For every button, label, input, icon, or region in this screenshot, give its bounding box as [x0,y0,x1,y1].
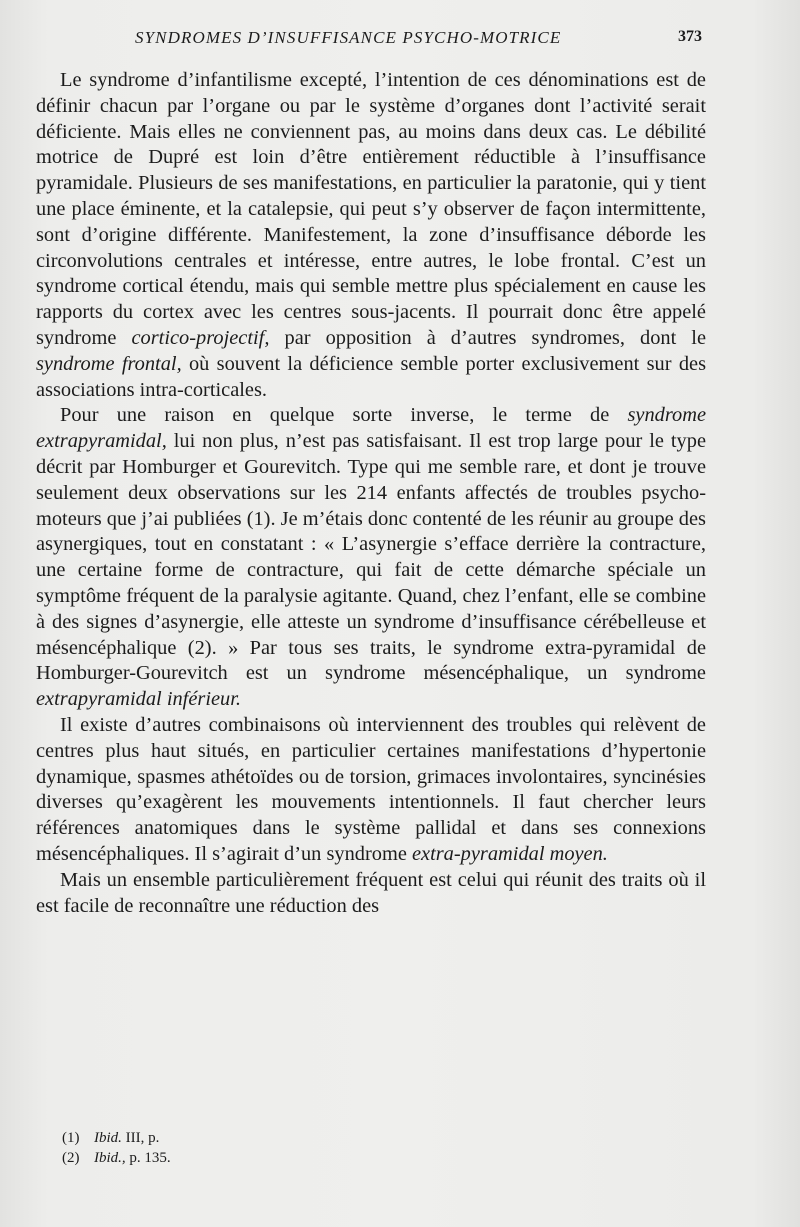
italic-text: syndrome frontal, [36,352,182,375]
text-segment: Le syndrome d’infantilisme excepté, l’intention de ces dénominations est de définir chacun par l’organe ou par le système d’organes dont l’activité serait déficiente. Mais elles ne conviennent pas, au moins dans deux cas. Le débilité motrice de Dupré est loin d’être entièrement réductible à l’insuffisance pyramidale. Plusieurs de ses manifestations, en particulier la paratonie, qui y tient une place éminente, et la catalepsie, qui peut s’y observer de façon intermittente, sont d’origine différente. Manifestement, la zone d’insuffisance déborde les circonvolutions centrales et intéresse, entre autres, le lobe frontal. C’est un syndrome cortical étendu, mais qui semble mettre plus spécialement en cause les rapports du cortex avec les centres sous-jacents. Il pourrait donc être appelé syndrome [36,69,706,349]
footnote-text: III, p. [121,1130,160,1146]
paragraph [36,403,706,713]
italic-text: extra-pyramidal moyen. [411,842,608,865]
page-header [0,28,800,52]
text-segment: Pour une raison en quelque sorte inverse, le terme de [60,404,628,427]
body-text [36,68,706,919]
text-segment: par opposition à d’autres syndromes, dont le [269,326,707,349]
footnote [62,1128,171,1148]
footnote-text: p. 135. [125,1150,171,1166]
page-number: 373 [678,28,702,45]
italic-text: syndrome extrapyramidal, [36,404,706,453]
footnote-reference: Ibid., [94,1150,126,1166]
paragraph [36,68,706,403]
running-title: SYNDROMES D’INSUFFISANCE PSYCHO-MOTRICE [135,28,562,47]
footnote [62,1148,171,1168]
footnote-reference: Ibid. [94,1130,122,1146]
text-segment: lui non plus, n’est pas satisfaisant. Il est trop large pour le type décrit par Homburger et Gourevitch. Type qui me semble rare, et dont je trouve seulement deux observations sur les 214 enfants affectés de troubles psycho-moteurs que j’ai publiées (1). Je m’étais donc contenté de les réunir au groupe des asynergiques, tout en constatant : « L’asynergie s’efface derrière la contracture, une certaine forme de contracture, qui fait de cette démarche spéciale un symptôme fréquent de la paralysie agitante. Quand, chez l’enfant, elle se combine à des signes d’asynergie, elle atteste un syndrome d’insuffisance cérébelleuse et mésencéphalique (2). » Par tous ses traits, le syndrome extra-pyramidal de Homburger-Gourevitch est un syndrome mésencéphalique, un syndrome [36,430,706,685]
italic-text: cortico-projectif, [131,326,270,349]
text-segment: où souvent la déficience semble porter exclusivement sur des associations intra-corticales. [36,352,707,401]
italic-text: extrapyramidal inférieur. [36,688,242,711]
paragraph [36,713,706,868]
footnote-number: (2) [62,1150,80,1166]
paragraph [36,868,706,920]
footnote-number: (1) [62,1130,80,1146]
text-segment: Il existe d’autres combinaisons où interviennent des troubles qui relèvent de centres plus haut situés, en particulier certaines manifestations d’hypertonie dynamique, spasmes athétoïdes ou de torsion, grimaces involontaires, syncinésies diverses qu’exagèrent les mouvements intentionnels. Il faut chercher leurs références anatomiques dans le système pallidal et dans ses connexions mésencéphaliques. Il s’agirait d’un syndrome [36,713,706,865]
text-segment: Mais un ensemble particulièrement fréquent est celui qui réunit des traits où il est facile de reconnaître une réduction des [36,868,706,917]
footnotes [62,1128,171,1168]
